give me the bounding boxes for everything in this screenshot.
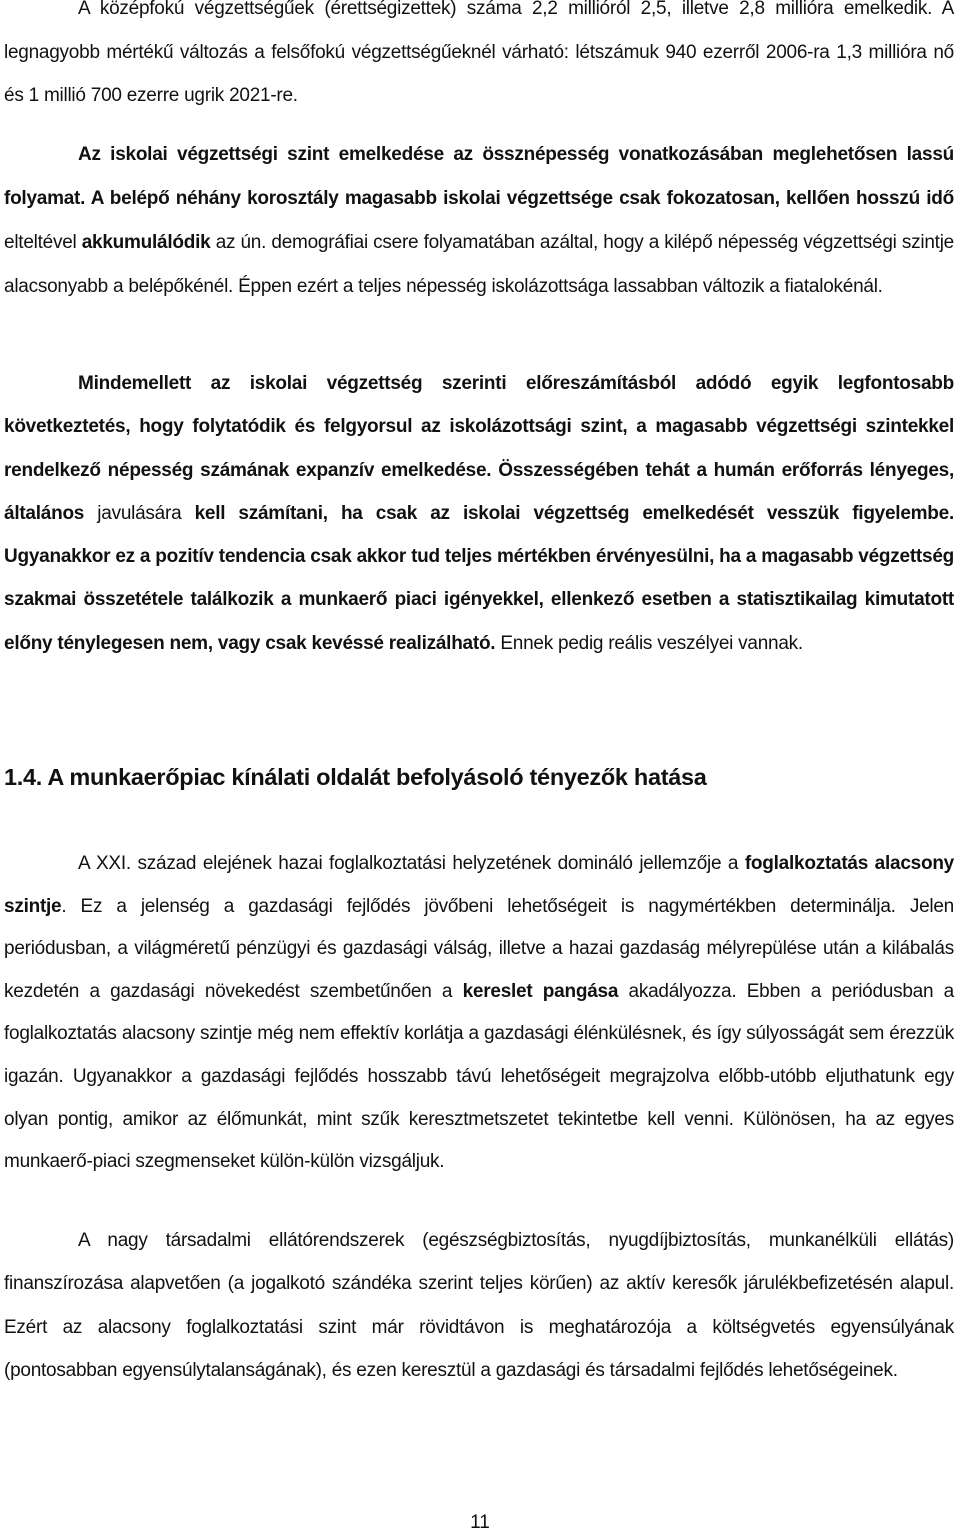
- page-number: 11: [470, 1512, 490, 1533]
- text-run: akadályozza. Ebben a periódusban a foglalkoztatás alacsony szintje még nem effektív korlátja a gazdasági élénkülésnek, és így súlyosságát sem érezzük igazán. Ugyanakkor a gazdasági fejlődés hosszabb távú lehetőségeit megrajzolva előbb-utóbb eljuthatunk egy olyan pontig, amikor az élőmunkát, mint szűk keresztmetszetet tekintetbe kell venni. Különösen, ha az egyes munkaerő-piaci szegmenseket külön-külön vizsgáljuk.: [4, 980, 954, 1173]
- bold-text-run: Az iskolai végzettségi szint emelkedése az össznépesség vonatkozásában meglehetősen lassú folyamat. A belépő néhány korosztály magasabb iskolai végzettsége csak fokozatosan, kellően hosszú idő: [4, 144, 954, 209]
- paragraph-education-forecast: [4, 0, 954, 118]
- paragraph-employment-situation: [4, 843, 954, 1184]
- paragraph-education-level-rise: [4, 133, 954, 309]
- section-heading: 1.4. A munkaerőpiac kínálati oldalát befolyásoló tényezők hatása: [4, 764, 707, 790]
- paragraph-social-systems: [4, 1219, 954, 1392]
- text-run: . Ez a jelenség a gazdasági fejlődés jövőbeni lehetőségeit is nagymértékben determinálja. Jelen periódusban, a világméretű pénzügyi és gazdasági válság, illetve a hazai gazdaság mélyrepülése után a kilábalás kezdetén a gazdasági növekedést szembetűnően a: [4, 895, 954, 1002]
- paragraph-key-conclusion: [4, 362, 954, 665]
- bold-text-run: kell számítani, ha csak az iskolai végzettség emelkedését vesszük figyelembe. Ugyanakkor ez a pozitív tendencia csak akkor tud teljes mértékben érvényesülni, ha a magasabb végzettség szakmai összetétele találkozik a munkaerő piaci igényekkel, ellenkező esetben a statisztikailag kimutatott előny ténylegesen nem, vagy csak kevéssé realizálható.: [4, 502, 954, 654]
- bold-text-run: foglalkoztatás alacsony szintje: [4, 853, 954, 917]
- bold-text-run: Mindemellett az iskolai végzettség szerinti előreszámításból adódó egyik legfontosabb következtetés, hogy folytatódik és felgyorsul az iskolázottsági szint, a magasabb végzettségi szintekkel rendelkező népesség számának expanzív emelkedése. Összességében tehát a humán erőforrás lényeges, általános: [4, 373, 954, 524]
- text-run: A nagy társadalmi ellátórendszerek (egészségbiztosítás, nyugdíjbiztosítás, munkanélküli ellátás) finanszírozása alapvetően (a jogalkotó szándéka szerint teljes körűen) az aktív keresők járulékbefizetésén alapul. Ezért az alacsony foglalkoztatási szint már rövidtávon is meghatározója a költségvetés egyensúlyának (pontosabban egyensúlytalanságának), és ezen keresztül a gazdasági és társadalmi fejlődés lehetőségeinek.: [4, 1230, 954, 1381]
- text-run: elteltével: [4, 232, 82, 253]
- text-run: javulására: [84, 502, 195, 524]
- text-run: Ennek pedig reális veszélyei vannak.: [495, 632, 803, 654]
- text-run: az ún. demográfiai csere folyamatában azáltal, hogy a kilépő népesség végzettségi szintje alacsonyabb a belépőkénél. Éppen ezért a teljes népesség iskolázottsága lassabban változik a fiatalokénál.: [4, 232, 954, 297]
- text-run: A középfokú végzettségűek (érettségizettek) száma 2,2 millióról 2,5, illetve 2,8 millióra emelkedik. A legnagyobb mértékű változás a felsőfokú végzettségűeknél várható: létszámuk 940 ezerről 2006-ra 1,3 millióra nő és 1 millió 700 ezerre ugrik 2021-re.: [4, 0, 954, 106]
- bold-text-run: kereslet pangása: [462, 980, 619, 1002]
- text-run: A XXI. század elejének hazai foglalkoztatási helyzetének domináló jellemzője a: [78, 853, 745, 874]
- bold-text-run: akkumulálódik: [81, 232, 211, 253]
